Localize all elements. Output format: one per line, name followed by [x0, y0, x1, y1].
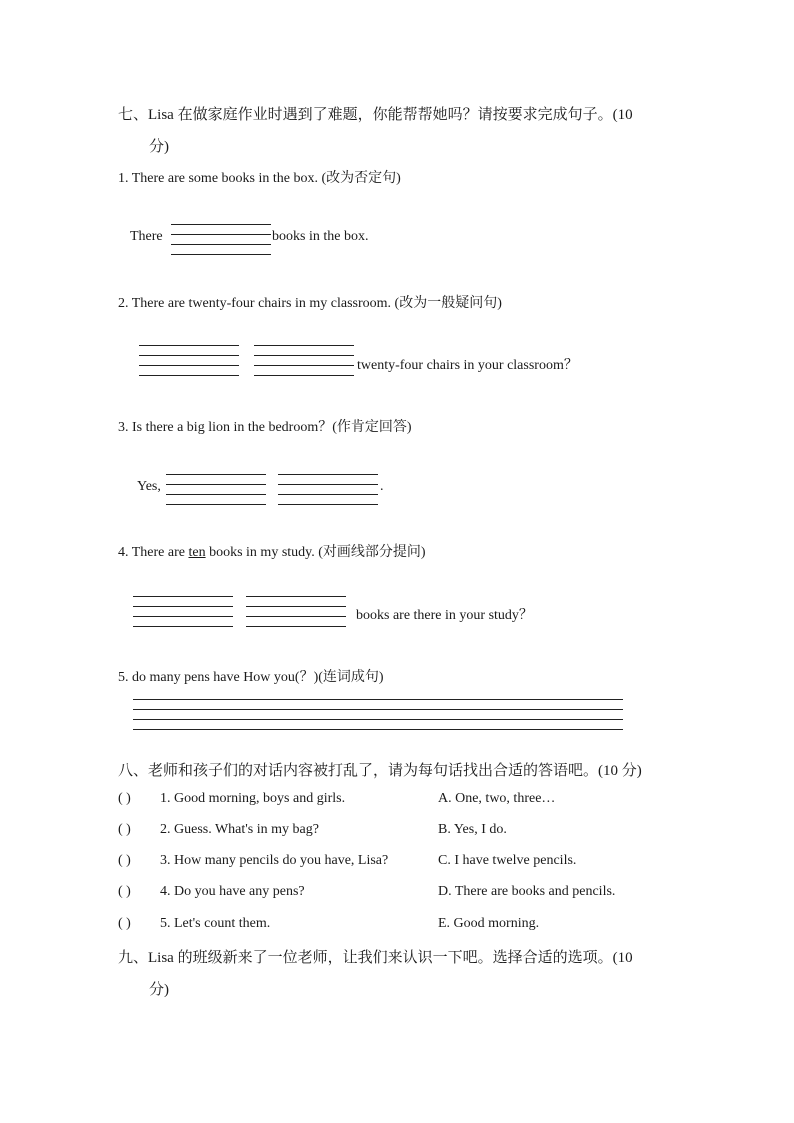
- answer-line: [133, 709, 623, 710]
- section-8-title: 八、老师和孩子们的对话内容被打乱了，请为每句话找出合适的答语吧。(10 分): [118, 763, 642, 779]
- question-4-suffix: books are there in your study？: [356, 608, 533, 623]
- answer-blank: ( ): [118, 791, 131, 806]
- answer-line: [171, 234, 271, 235]
- question-2-prompt: 2. There are twenty-four chairs in my classroom. (改为一般疑问句): [118, 296, 502, 311]
- match-answer: B. Yes, I do.: [438, 822, 507, 837]
- answer-line: [254, 375, 354, 376]
- question-3-prefix: Yes,: [137, 479, 161, 494]
- answer-line: [133, 616, 233, 617]
- answer-line: [171, 244, 271, 245]
- answer-line: [139, 365, 239, 366]
- question-1-prefix: There: [130, 229, 163, 244]
- answer-blank: ( ): [118, 884, 131, 899]
- question-3-prompt: 3. Is there a big lion in the bedroom？(作肯定回答): [118, 420, 412, 435]
- answer-line: [133, 699, 623, 700]
- section-9-title-cont: 分): [149, 982, 169, 998]
- match-answer: A. One, two, three…: [438, 791, 556, 806]
- section-7-title: 七、Lisa 在做家庭作业时遇到了难题，你能帮帮她吗？请按要求完成句子。(10: [118, 107, 633, 123]
- match-question: 4. Do you have any pens?: [160, 884, 305, 899]
- answer-line: [246, 596, 346, 597]
- answer-line: [246, 606, 346, 607]
- answer-line: [278, 474, 378, 475]
- answer-line: [278, 484, 378, 485]
- answer-blank: ( ): [118, 822, 131, 837]
- answer-blank: ( ): [118, 853, 131, 868]
- question-2-suffix: twenty-four chairs in your classroom？: [357, 358, 578, 373]
- answer-line: [254, 365, 354, 366]
- question-3-suffix: .: [380, 479, 384, 494]
- match-question: 1. Good morning, boys and girls.: [160, 791, 346, 806]
- answer-blank: ( ): [118, 916, 131, 931]
- answer-line: [166, 484, 266, 485]
- answer-line: [166, 474, 266, 475]
- question-1-prompt: 1. There are some books in the box. (改为否定句): [118, 171, 401, 186]
- answer-line: [133, 606, 233, 607]
- match-answer: C. I have twelve pencils.: [438, 853, 577, 868]
- match-question: 2. Guess. What's in my bag?: [160, 822, 319, 837]
- match-question: 3. How many pencils do you have, Lisa?: [160, 853, 389, 868]
- answer-line: [133, 719, 623, 720]
- underlined-word: ten: [188, 545, 206, 560]
- question-1-suffix: books in the box.: [272, 229, 369, 244]
- answer-line: [139, 345, 239, 346]
- answer-line: [254, 345, 354, 346]
- answer-line: [278, 504, 378, 505]
- answer-line: [133, 729, 623, 730]
- question-4-prompt: 4. There are ten books in my study. (对画线部分提问): [118, 545, 426, 560]
- answer-line: [246, 626, 346, 627]
- answer-line: [278, 494, 378, 495]
- match-answer: D. There are books and pencils.: [438, 884, 616, 899]
- answer-line: [133, 626, 233, 627]
- answer-line: [166, 494, 266, 495]
- answer-line: [171, 224, 271, 225]
- answer-line: [166, 504, 266, 505]
- answer-line: [171, 254, 271, 255]
- match-answer: E. Good morning.: [438, 916, 540, 931]
- answer-line: [254, 355, 354, 356]
- answer-line: [139, 375, 239, 376]
- answer-line: [133, 596, 233, 597]
- question-5-prompt: 5. do many pens have How you(？)(连词成句): [118, 670, 384, 685]
- answer-line: [139, 355, 239, 356]
- match-question: 5. Let's count them.: [160, 916, 271, 931]
- section-7-title-cont: 分): [149, 139, 169, 155]
- section-9-title: 九、Lisa 的班级新来了一位老师，让我们来认识一下吧。选择合适的选项。(10: [118, 950, 633, 966]
- answer-line: [246, 616, 346, 617]
